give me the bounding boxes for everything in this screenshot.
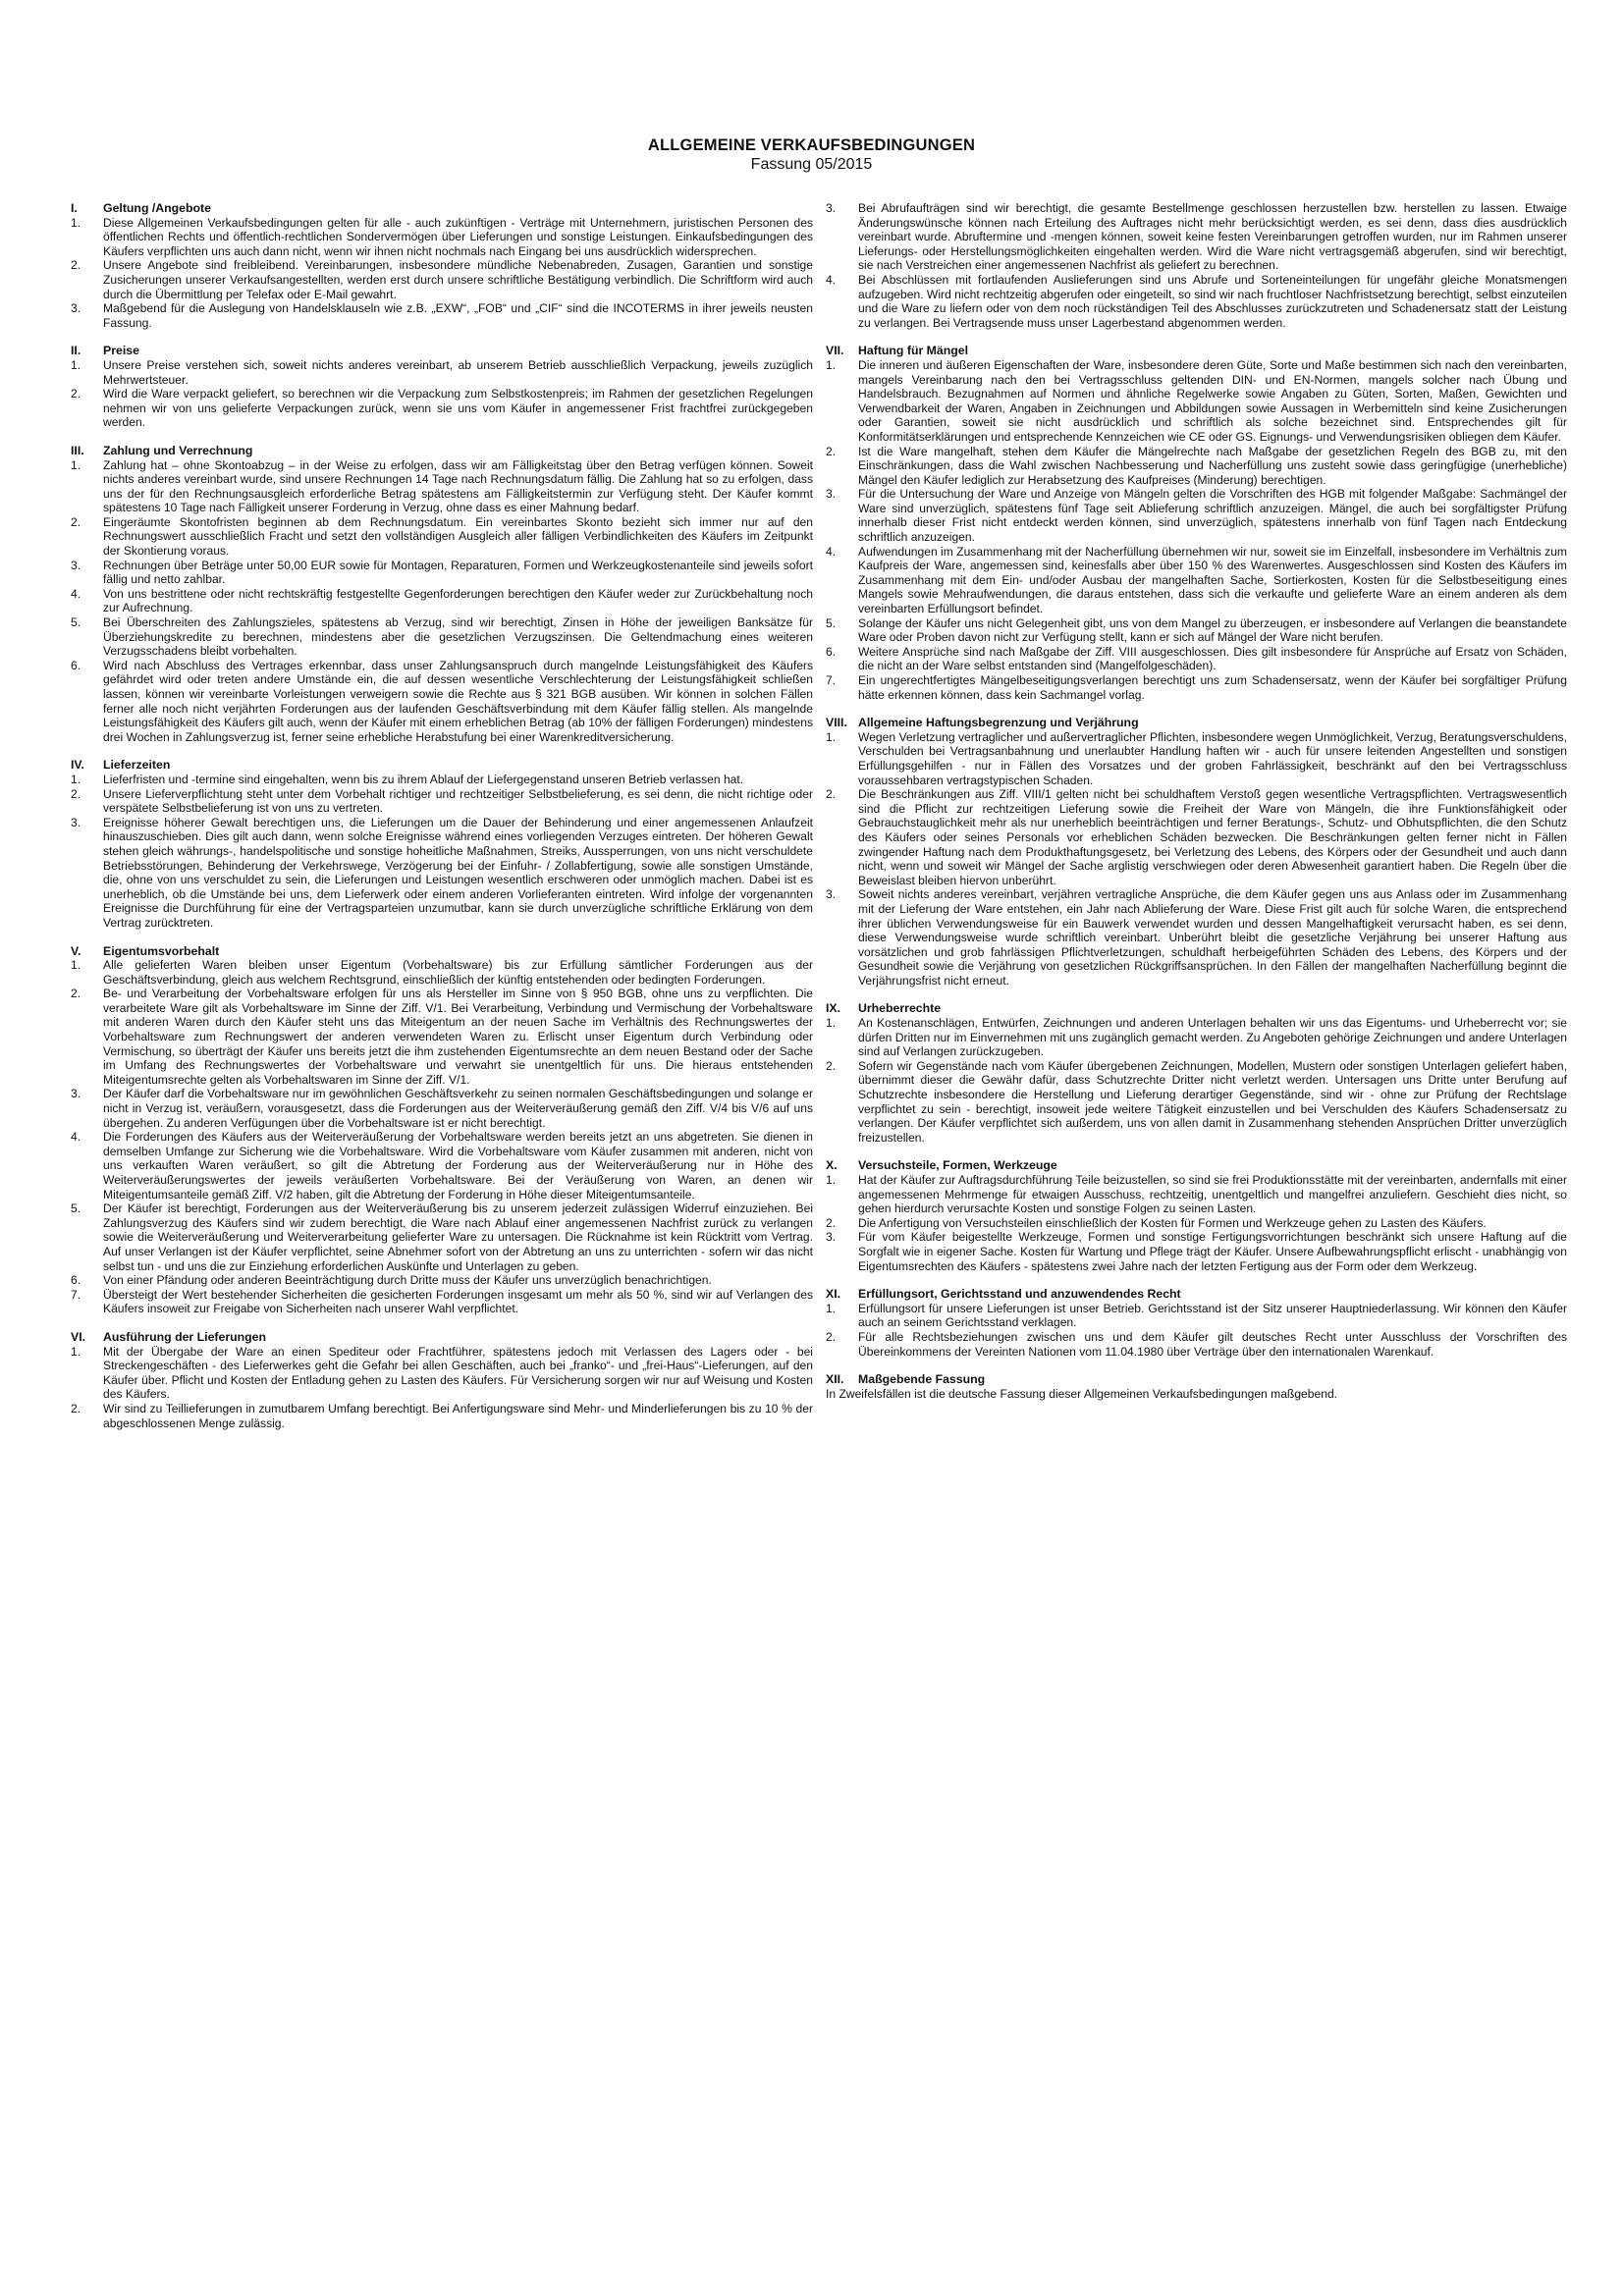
clause-text: Maßgebend für die Auslegung von Handelsklauseln wie z.B. „EXW“, „FOB“ und „CIF“ sind die INCOTERMS in ihrer jeweils neusten Fassung.: [103, 301, 813, 330]
clause: [71, 987, 813, 1087]
section-0: [71, 201, 813, 330]
clause-text: Erfüllungsort für unsere Lieferungen ist unser Betrieb. Gerichtsstand ist der Sitz unserer Hauptniederlassung. Wir können den Käufer auch an seinem Gerichtsstand verklagen.: [858, 1301, 1567, 1330]
clause-text: Bei Abrufaufträgen sind wir berechtigt, die gesamte Bestellmenge geschlossen herzustellen bzw. herstellen zu lassen. Etwaige Änderungswünsche können nach Erteilung des Auftrages nicht mehr berücksichtigt werden, es sei denn, dass dies ausdrücklich vereinbart wurde. Abruftermine und -mengen können, soweit keine festen Vereinbarungen getroffen wurden, nur im Rahmen unserer Lieferungs- oder Herstellungsmöglichkeiten eingehalten werden. Wird die Ware nicht vertragsgemäß abgerufen, sind wir berechtigt, sie nach Verstreichen einer angemessenen Nachfrist als geliefert zu berechnen.: [858, 201, 1567, 273]
clause: [826, 645, 1567, 673]
clause-number: 5.: [71, 1201, 81, 1216]
clause-text: Bei Überschreiten des Zahlungszieles, spätestens ab Verzug, sind wir berechtigt, Zinsen in Höhe der jeweiligen Banksätze für Überziehungskredite zu berechnen, mindestens aber die gesetzlichen Verzugszinsen. Die Geltendmachung eines weiteren Verzugsschadens bleibt vorbehalten.: [103, 615, 813, 659]
document-version: Fassung 05/2015: [750, 156, 873, 173]
section-number: XI.: [826, 1287, 841, 1302]
clause: [826, 201, 1567, 273]
clause-text: Wir sind zu Teillieferungen in zumutbarem Umfang berechtigt. Bei Anfertigungsware sind Mehr- und Minderlieferungen bis zu 10 % der abgeschlossenen Menge zulässig.: [103, 1401, 813, 1430]
clause: [826, 1302, 1567, 1330]
section-items: [71, 358, 813, 430]
clause: [71, 515, 813, 559]
clause-number: 4.: [826, 272, 837, 287]
clause: [71, 387, 813, 430]
clause-text: Die Beschränkungen aus Ziff. VIII/1 gelten nicht bei schuldhaftem Verstoß gegen wesentliche Vertragspflichten. Vertragswesentlich sind die Pflicht zur rechtzeitigen Lieferung sowie die Freiheit der Ware von Mängeln, die ihre Funktionsfähigkeit oder Gebrauchstauglichkeit mehr als nur unerheblich beeinträchtigen und ferner Beratungs-, Schutz- und Obhutspflichten, die den Schutz des Käufers oder seines Personals vor erheblichen Schäden bezwecken. Die Beschränkungen gelten ferner nicht in Fällen zwingender Haftung nach dem Produkthaftungsgesetz, bei Verletzung des Lebens, des Körpers oder der Gesundheit und auch dann nicht, wenn und soweit wir Mängel der Sache arglistig verschwiegen oder deren Abwesenheit garantiert haben. Die Regeln über die Beweislast bleiben hiervon unberührt.: [858, 787, 1567, 887]
clause: [71, 559, 813, 587]
clause-number: 4.: [826, 544, 837, 559]
clause-text: Lieferfristen und -termine sind eingehalten, wenn bis zu ihrem Ablauf der Liefergegenstand unseren Betrieb verlassen hat.: [103, 772, 744, 786]
clause-number: 3.: [826, 487, 837, 502]
clause-number: 1.: [71, 772, 81, 786]
clause-text: Von einer Pfändung oder anderen Beeinträchtigung durch Dritte muss der Käufer uns unverzüglich benachrichtigen.: [103, 1273, 712, 1288]
clause: [826, 887, 1567, 988]
section-items: [826, 1016, 1567, 1145]
section-heading: [71, 758, 813, 773]
clause: [71, 301, 813, 330]
clause-number: 5.: [826, 615, 837, 630]
right-column: [826, 201, 1567, 1415]
clause-text: Aufwendungen im Zusammenhang mit der Nacherfüllung übernehmen wir nur, soweit sie im Einzelfall, insbesondere im Verhältnis zum Kaufpreis der Ware, angemessen sind, keinesfalls aber über 150 % des Warenwertes. Ausgeschlossen sind Kosten des Käufers im Zusammenhang mit dem Ein- und/oder Ausbau der mangelhaften Sache, Sortierkosten, Kosten für die Selbstbeseitigung eines Mangels sowie Mehraufwendungen, die daraus entstehen, dass sich die verkaufte und gelieferte Ware an einem anderen als dem vereinbarten Erfüllungsort befindet.: [858, 544, 1567, 616]
clause-text: Bei Abschlüssen mit fortlaufenden Auslieferungen sind uns Abrufe und Sorteneinteilungen für ungefähr gleiche Monatsmengen aufzugeben. Wird nicht rechtzeitig abgerufen oder eingeteilt, so sind wir nach fruchtloser Nachfristsetzung berechtigt, selbst einzuteilen und die Ware zu liefern oder von dem noch rückständigen Teil des Abschlusses zurückzutreten und Schadenersatz statt der Leistung zu verlangen. Bei Vertragsende muss unser Lagerbestand abgenommen werden.: [858, 272, 1567, 330]
clause: [71, 816, 813, 931]
clause-number: 2.: [826, 1215, 837, 1230]
clause-number: 2.: [826, 787, 837, 802]
clause-text: Ein ungerechtfertigtes Mängelbeseitigungsverlangen berechtigt uns zum Schadensersatz, wenn der Käufer bei sorgfältiger Prüfung hätte erkennen können, dass kein Sachmangel vorlag.: [858, 673, 1567, 702]
clause-number: 2.: [826, 1058, 837, 1073]
section-items: [826, 358, 1567, 702]
clause: [826, 545, 1567, 616]
section-title: Versuchsteile, Formen, Werkzeuge: [858, 1158, 1057, 1173]
clause-number: 1.: [826, 1301, 837, 1315]
section-items: [826, 730, 1567, 988]
section-5: [71, 1330, 813, 1430]
clause: [71, 358, 813, 387]
section-9: [826, 1158, 1567, 1273]
clause-number: 3.: [71, 1087, 81, 1101]
clause: [826, 787, 1567, 887]
section-title: Zahlung und Verrechnung: [103, 443, 253, 457]
section-5-continued: [826, 201, 1567, 330]
clause-number: 3.: [71, 558, 81, 572]
clause: [71, 216, 813, 259]
section-7: [826, 716, 1567, 988]
section-number: III.: [71, 443, 84, 457]
clause-number: 1.: [826, 1173, 837, 1187]
section-2: [71, 444, 813, 744]
section-number: VII.: [826, 344, 844, 358]
section-items: [71, 958, 813, 1316]
clause-text: Wird nach Abschluss des Vertrages erkennbar, dass unser Zahlungsanspruch durch mangelnde Leistungsfähigkeit des Käufers gefährdet wird oder treten andere Umstände ein, die auf dessen wesentliche Verschlechterung der Leistungsfähigkeit schließen lassen, können wir vereinbarte Vorleistungen verweigern sowie die Rechte aus § 321 BGB ausüben. Wir können in solchen Fällen ferner alle noch nicht verjährten Forderungen aus der laufenden Geschäftsverbindung mit dem Käufer fällig stellen. Als mangelnde Leistungsfähigkeit des Käufers gilt auch, wenn der Käufer mit einem erheblichen Betrag (ab 10% der fälligen Forderungen) mindestens drei Wochen in Zahlungsverzug ist, ferner seine erhebliche Herabstufung bei einer Warenkreditversicherung.: [103, 658, 813, 744]
section-items: [826, 1173, 1567, 1273]
section-4: [71, 944, 813, 1316]
section-items: [71, 773, 813, 931]
clause-text: Unsere Angebote sind freibleibend. Vereinbarungen, insbesondere mündliche Nebenabreden, Zusagen, Garantien und sonstige Zusicherungen unserer Verkaufsangestellten, werden erst durch unsere schriftliche Bestätigung verbindlich. Die Schriftform wird auch durch die Übermittlung per Telefax oder E-Mail gewahrt.: [103, 258, 813, 301]
clause-number: 1.: [71, 457, 81, 472]
clause-number: 5.: [71, 615, 81, 630]
clause: [71, 659, 813, 745]
clause: [826, 730, 1567, 787]
clause-text: Unsere Preise verstehen sich, soweit nichts anderes vereinbart, ab unserem Betrieb ausschließlich Verpackung, jeweils zuzüglich Mehrwertsteuer.: [103, 357, 813, 387]
section-items: [71, 216, 813, 331]
section-items: [826, 201, 1567, 330]
clause-number: 6.: [826, 644, 837, 659]
clause-text: Die inneren und äußeren Eigenschaften der Ware, insbesondere deren Güte, Sorte und Maße bestimmen sich nach den vereinbarten, mangels Vereinbarung nach den bei Vertragsschluss geltenden DIN- und EN-Normen, mangels solcher nach Übung und Handelsbrauch. Bezugnahmen auf Normen und ähnliche Regelwerke sowie Angaben zu Güten, Sorten, Maßen, Gewichten und Verwendbarkeit der Waren, Angaben in Zeichnungen und Abbildungen sowie Aussagen in Werbemitteln sind keine Zusicherungen oder Garantien, soweit sie nicht ausdrücklich und schriftlich als solche bezeichnet sind. Entsprechendes gilt für Konformitätserklärungen und entsprechende Kennzeichen wie CE oder GS. Eignungs- und Verwendungsrisiken obliegen dem Käufer.: [858, 357, 1567, 444]
clause: [826, 273, 1567, 330]
clause-number: 7.: [826, 673, 837, 687]
section-title: Maßgebende Fassung: [858, 1372, 986, 1387]
section-number: VI.: [71, 1329, 86, 1344]
section-number: II.: [71, 344, 81, 358]
clause: [71, 773, 813, 787]
clause: [826, 445, 1567, 488]
clause-number: 2.: [71, 514, 81, 529]
clause-text: Eingeräumte Skontofristen beginnen ab dem Rechnungsdatum. Ein vereinbartes Skonto bezieht sich immer nur auf den Rechnungswert ausschließlich Fracht und setzt den vollständigen Ausgleich aller fälligen Verbindlichkeiten des Käufers im Zeitpunkt der Skontierung voraus.: [103, 514, 813, 559]
clause-number: 1.: [71, 958, 81, 973]
clause: [71, 787, 813, 816]
clause-number: 3.: [71, 301, 81, 316]
clause-number: 2.: [71, 387, 81, 401]
section-title: Urheberrechte: [858, 1001, 942, 1016]
clause-text: Weitere Ansprüche sind nach Maßgabe der Ziff. VIII ausgeschlossen. Dies gilt insbesondere für Ansprüche auf Ersatz von Schäden, die nicht an der Ware selbst entstanden sind (Mangelfolgeschäden).: [858, 644, 1567, 673]
clause-text: Ereignisse höherer Gewalt berechtigen uns, die Lieferungen um die Dauer der Behinderung und einer angemessenen Anlaufzeit hinauszuschieben. Dies gilt auch dann, wenn solche Ereignisse während eines vorliegenden Verzuges eintreten. Der höheren Gewalt stehen gleich währungs-, handelspolitische und sonstige hoheitliche Maßnahmen, Streiks, Aussperrungen, von uns nicht verschuldete Betriebsstörungen, Behinderung der Verkehrswege, Verzögerung bei der Einfuhr- / Zollabfertigung, sowie alle sonstigen Umstände, die, ohne von uns verschuldet zu sein, die Lieferungen und Leistungen wesentlich erschweren oder unmöglich machen. Dabei ist es unerheblich, ob die Umstände bei uns, dem Lieferwerk oder einem anderen Vorlieferanten eintreten. Wird infolge der vorgenannten Ereignisse die Durchführung für eine der Vertragsparteien unzumutbar, kann sie durch unverzügliche schriftliche Erklärung von dem Vertrag zurücktreten.: [103, 815, 813, 930]
section-8: [826, 1001, 1567, 1145]
clause-text: Diese Allgemeinen Verkaufsbedingungen gelten für alle - auch zukünftigen - Verträge mit Unternehmern, juristischen Personen des öffentlichen Rechts und öffentlich-rechtlichen Sondervermögen über Lieferungen und sonstige Leistungen. Einkaufsbedingungen des Käufers verpflichten uns auch dann nicht, wenn wir ihnen nicht nochmals nach Eingang bei uns ausdrücklich widersprechen.: [103, 215, 813, 258]
clause-number: 1.: [826, 1016, 837, 1031]
clause-number: 3.: [826, 887, 837, 902]
clause-number: 1.: [71, 215, 81, 230]
section-title: Eigentumsvorbehalt: [103, 943, 220, 958]
section-number: V.: [71, 943, 81, 958]
section-title: Ausführung der Lieferungen: [103, 1329, 267, 1344]
clause-number: 2.: [71, 258, 81, 273]
clause-text: Für vom Käufer beigestellte Werkzeuge, Formen und sonstige Fertigungsvorrichtungen beschränkt sich unsere Haftung auf die Sorgfalt wie in eigener Sache. Kosten für Wartung und Pflege trägt der Käufer. Unsere Aufbewahrungspflicht erlischt - unabhängig von Eigentumsrechten des Käufers - spätestens zwei Jahre nach der letzten Fertigung aus der Form oder dem Werkzeug.: [858, 1230, 1567, 1273]
section-heading: [71, 1330, 813, 1345]
section-3: [71, 758, 813, 930]
clause-text: Wird die Ware verpackt geliefert, so berechnen wir die Verpackung zum Selbstkostenpreis; im Rahmen der gesetzlichen Regelungen nehmen wir von uns gelieferte Verpackungen zurück, wenn sie uns vom Käufer in angemessener Frist frachtfrei zurückgegeben werden.: [103, 387, 813, 430]
clause-number: 4.: [71, 1130, 81, 1145]
clause-number: 1.: [826, 729, 837, 744]
section-number: IV.: [71, 758, 84, 773]
clause: [826, 1216, 1567, 1231]
clause-number: 3.: [71, 815, 81, 829]
clause: [71, 1087, 813, 1130]
clause: [71, 1402, 813, 1430]
section-heading: [826, 1287, 1567, 1302]
clause-text: Für alle Rechtsbeziehungen zwischen uns und dem Käufer gilt deutsches Recht unter Ausschluss der Vorschriften des Übereinkommens der Vereinten Nationen vom 11.04.1980 über Verträge über den internationalen Warenkauf.: [858, 1329, 1567, 1359]
section-title: Erfüllungsort, Gerichtsstand und anzuwendendes Recht: [858, 1287, 1181, 1302]
clause-text: Übersteigt der Wert bestehender Sicherheiten die gesicherten Forderungen insgesamt um mehr als 50 %, sind wir auf Verlangen des Käufers insoweit zur Freigabe von Sicherheiten nach unserer Wahl verpflichtet.: [103, 1287, 813, 1316]
clause-text: Für die Untersuchung der Ware und Anzeige von Mängeln gelten die Vorschriften des HGB mit folgender Maßgabe: Sachmängel der Ware sind unverzüglich, spätestens fünf Tage seit Ablieferung schriftlich anzuzeigen. Mängel, die auch bei sorgfältigster Prüfung innerhalb dieser Frist nicht entdeckt werden können, sind unverzüglich, spätestens innerhalb von fünf Tagen nach Entdeckung schriftlich anzuzeigen.: [858, 487, 1567, 545]
section-heading: [71, 944, 813, 959]
section-number: XII.: [826, 1372, 844, 1387]
clause-text: Soweit nichts anderes vereinbart, verjähren vertragliche Ansprüche, die dem Käufer gegen uns aus Anlass oder im Zusammenhang mit der Lieferung der Ware entstehen, ein Jahr nach Ablieferung der Ware. Diese Frist gilt auch für solche Waren, die entsprechend ihrer üblichen Verwendungsweise für ein Bauwerk verwendet wurden und dessen Mangelhaftigkeit verursacht haben, es sei denn, diese Verwendungsweise wurde schriftlich vereinbart. Unberührt bleibt die gesetzliche Verjährung bei unserer Haftung aus vorsätzlichen und grob fahrlässigen Pflichtverletzungen, schuldhaft herbeigeführten Schäden des Lebens, des Körpers und der Gesundheit sowie die Verjährung von gesetzlichen Rückgriffsansprüchen. In den Fällen der mangelhaften Nacherfüllung beginnt die Verjährungsfrist nicht erneut.: [858, 887, 1567, 988]
clause: [71, 958, 813, 987]
clause: [71, 1201, 813, 1273]
clause-text: Die Forderungen des Käufers aus der Weiterveräußerung der Vorbehaltsware werden bereits jetzt an uns abgetreten. Sie dienen in demselben Umfange zur Sicherung wie die Vorbehaltsware. Wird die Vorbehaltsware vom Käufer zusammen mit anderen, nicht von uns verkauften Waren veräußert, so gilt die Abtretung der Forderung aus der Weiterveräußerung nur in Höhe des Weiterveräußerungswertes der jeweils veräußerten Vorbehaltsware. Bei der Veräußerung von Waren, an denen wir Miteigentumsanteile gemäß Ziff. V/2 haben, gilt die Abtretung der Forderung in Höhe dieser Miteigentumsanteile.: [103, 1130, 813, 1201]
clause-text: Zahlung hat – ohne Skontoabzug – in der Weise zu erfolgen, dass wir am Fälligkeitstag über den Betrag verfügen können. Soweit nichts anderes vereinbart wurde, sind unsere Rechnungen 14 Tage nach Rechnungsdatum fällig. Die Zahlung hat so zu erfolgen, dass uns der für den Rechnungsausgleich erforderliche Betrag spätestens am Fälligkeitstermin zur Verfügung steht. Der Käufer kommt spätestens 10 Tage nach Fälligkeit unserer Forderung in Verzug, ohne dass es einer Mahnung bedarf.: [103, 457, 813, 515]
section-heading: [71, 344, 813, 358]
clause-text: Unsere Lieferverpflichtung steht unter dem Vorbehalt richtiger und rechtzeitiger Selbstbelieferung, es sei denn, die nicht richtige oder verspätete Selbstbelieferung ist von uns zu vertreten.: [103, 786, 813, 816]
section-title: Preise: [103, 344, 139, 358]
section-heading: [71, 444, 813, 458]
clause: [71, 1130, 813, 1201]
section-heading: [71, 201, 813, 216]
clause-text: Alle gelieferten Waren bleiben unser Eigentum (Vorbehaltsware) bis zur Erfüllung sämtlicher Forderungen aus der Geschäftsverbindung, gleich aus welchem Rechtsgrund, einschließlich der künftig entstehenden oder bedingten Forderungen.: [103, 958, 813, 987]
clause-text: Sofern wir Gegenstände nach vom Käufer übergebenen Zeichnungen, Modellen, Mustern oder sonstigen Unterlagen geliefert haben, übernimmt dieser die Gewähr dafür, dass Schutzrechte Dritter nicht verletzt werden. Untersagen uns Dritte unter Berufung auf Schutzrechte insbesondere die Herstellung und Lieferung derartiger Gegenstände, sind wir - ohne zur Prüfung der Rechtslage verpflichtet zu sein - berechtigt, insoweit jede weitere Tätigkeit einzustellen und bei Verschulden des Käufers Schadensersatz zu verlangen. Der Käufer verpflichtet sich außerdem, uns von allen damit in Zusammenhang stehenden Ansprüchen Dritter unverzüglich freizustellen.: [858, 1058, 1567, 1145]
clause: [826, 487, 1567, 544]
section-heading: [826, 716, 1567, 730]
clause: [71, 1273, 813, 1288]
clause-number: 3.: [826, 1230, 837, 1245]
clause: [826, 1016, 1567, 1059]
section-items: [71, 458, 813, 745]
clause-text: Wegen Verletzung vertraglicher und außervertraglicher Pflichten, insbesondere wegen Unmöglichkeit, Verzug, Beratungsverschuldens, Verschulden bei Vertragsanbahnung und unerlaubter Handlung haften wir - auch für unsere leitenden Angestellten und sonstigen Erfüllungsgehilfen - nur in Fällen des Vorsatzes und der groben Fahrlässigkeit, beschränkt auf den bei Vertragsschluss voraussehbaren vertragstypischen Schaden.: [858, 729, 1567, 787]
clause: [71, 1288, 813, 1316]
clause: [826, 1173, 1567, 1216]
clause-text: Be- und Verarbeitung der Vorbehaltsware erfolgen für uns als Hersteller im Sinne von § 950 BGB, ohne uns zu verpflichten. Die verarbeitete Ware gilt als Vorbehaltsware im Sinne der Ziff. V/1. Bei Verarbeitung, Verbindung und Vermischung der Vorbehaltsware mit anderen Waren durch den Käufer steht uns das Miteigentum an der neuen Sache im Verhältnis des Rechnungswertes der Vorbehaltsware zum Rechnungswert der anderen verwendeten Waren zu. Erlischt unser Eigentum durch Verbindung oder Vermischung, so überträgt der Käufer uns bereits jetzt die ihm zustehenden Eigentumsrechte an dem neuen Bestand oder der Sache im Umfang des Rechnungswertes der Vorbehaltsware und verwahrt sie unentgeltlich für uns. Die hieraus entstehenden Miteigentumsrechte gelten als Vorbehaltswaren im Sinne der Ziff. V/1.: [103, 987, 813, 1087]
section-6: [826, 344, 1567, 702]
clause-text: Solange der Käufer uns nicht Gelegenheit gibt, uns von dem Mangel zu überzeugen, er insbesondere auf Verlangen die beanstandete Ware oder Proben davon nicht zur Verfügung stellt, kann er sich auf Mängel der Ware nicht berufen.: [858, 615, 1567, 645]
section-text: In Zweifelsfällen ist die deutsche Fassung dieser Allgemeinen Verkaufsbedingungen maßgebend.: [826, 1386, 1338, 1401]
clause: [71, 1345, 813, 1402]
section-title: Allgemeine Haftungsbegrenzung und Verjährung: [858, 716, 1139, 730]
section-number: VIII.: [826, 716, 847, 730]
clause-number: 3.: [826, 201, 837, 215]
section-items: [826, 1302, 1567, 1359]
section-heading: [826, 1158, 1567, 1173]
clause-number: 2.: [826, 1329, 837, 1344]
clause: [71, 615, 813, 659]
left-column: [71, 201, 813, 1444]
clause-number: 6.: [71, 658, 81, 672]
document-title: ALLGEMEINE VERKAUFSBEDINGUNGEN: [647, 136, 976, 154]
section-items: [71, 1345, 813, 1431]
clause: [826, 1059, 1567, 1146]
clause-text: Der Käufer darf die Vorbehaltsware nur im gewöhnlichen Geschäftsverkehr zu seinen normalen Geschäftsbedingungen und solange er nicht in Verzug ist, veräußern, vorausgesetzt, dass die Forderungen aus der Weiterveräußerung gemäß den Ziff. V/4 bis V/6 auf uns übergehen. Zu anderen Verfügungen über die Vorbehaltsware ist er nicht berechtigt.: [103, 1087, 813, 1130]
section-1: [71, 344, 813, 430]
clause: [71, 458, 813, 515]
section-heading: [826, 344, 1567, 358]
section-heading: [826, 1372, 1567, 1387]
section-number: X.: [826, 1158, 838, 1173]
section-title: Lieferzeiten: [103, 758, 171, 773]
clause-number: 2.: [71, 1401, 81, 1415]
clause-number: 1.: [826, 357, 837, 372]
clause-number: 7.: [71, 1287, 81, 1302]
clause: [826, 1330, 1567, 1359]
clause: [826, 358, 1567, 445]
clause: [71, 258, 813, 301]
clause-number: 2.: [71, 987, 81, 1001]
section-10: [826, 1287, 1567, 1359]
clause-text: Der Käufer ist berechtigt, Forderungen aus der Weiterveräußerung bis zu unserem jederzeit zulässigen Widerruf einzuziehen. Bei Zahlungsverzug des Käufers sind wir zudem berechtigt, die Ware nach Ablauf einer angemessenen Nachfrist zurück zu verlangen sowie die Weiterveräußerung und Weiterverarbeitung gelieferter Ware zu untersagen. Die Rücknahme ist kein Rücktritt vom Vertrag. Auf unser Verlangen ist der Käufer verpflichtet, seine Abnehmer sofort von der Abtretung an uns zu unterrichten - sofern wir das nicht selbst tun - und uns die zur Einziehung erforderlichen Auskünfte und Unterlagen zu geben.: [103, 1201, 813, 1273]
clause: [826, 616, 1567, 645]
clause-number: 2.: [826, 444, 837, 458]
clause-number: 4.: [71, 586, 81, 601]
clause: [826, 673, 1567, 702]
section-title: Geltung /Angebote: [103, 201, 211, 215]
clause-text: Ist die Ware mangelhaft, stehen dem Käufer die Mängelrechte nach Maßgabe der gesetzlichen Regeln des BGB zu, mit den Einschränkungen, dass die Wahl zwischen Nachbesserung und Nacherfüllung uns zusteht sowie dass geringfügige (unerhebliche) Mängel den Käufer lediglich zur Herabsetzung des Kaufpreises (Minderung) berechtigen.: [858, 444, 1567, 487]
clause-number: 1.: [71, 357, 81, 372]
section-11: [826, 1372, 1567, 1401]
clause: [826, 1230, 1567, 1273]
clause-number: 6.: [71, 1273, 81, 1288]
section-number: I.: [71, 201, 78, 215]
section-number: IX.: [826, 1001, 841, 1016]
clause-text: An Kostenanschlägen, Entwürfen, Zeichnungen und anderen Unterlagen behalten wir uns das Eigentums- und Urheberrecht vor; sie dürfen Dritten nur im Einvernehmen mit uns zugänglich gemacht werden. Zu Angeboten gehörige Zeichnungen und andere Unterlagen sind auf Verlangen zurückzugeben.: [858, 1016, 1567, 1059]
clause-number: 1.: [71, 1344, 81, 1359]
section-title: Haftung für Mängel: [858, 344, 969, 358]
clause-text: Rechnungen über Beträge unter 50,00 EUR sowie für Montagen, Reparaturen, Formen und Werkzeugkostenanteile sind jeweils sofort fällig und netto zahlbar.: [103, 558, 813, 587]
clause: [71, 587, 813, 615]
section-heading: [826, 1001, 1567, 1016]
clause-text: Hat der Käufer zur Auftragsdurchführung Teile beizustellen, so sind sie frei Produktionsstätte mit der vereinbarten, andernfalls mit einer angemessenen Mehrmenge für etwaigen Ausschuss, rechtzeitig, unentgeltlich und mangelfrei anzuliefern. Geschieht dies nicht, so gehen hierdurch verursachte Kosten und sonstige Folgen zu seinen Lasten.: [858, 1173, 1567, 1216]
clause-text: Mit der Übergabe der Ware an einen Spediteur oder Frachtführer, spätestens jedoch mit Verlassen des Lagers oder - bei Streckengeschäften - des Lieferwerkes geht die Gefahr bei allen Geschäften, auch bei „franko“- und „frei-Haus“-Lieferungen, auf den Käufer über. Pflicht und Kosten der Entladung gehen zu Lasten des Käufers. Für Versicherung sorgen wir nur auf Weisung und Kosten des Käufers.: [103, 1344, 813, 1402]
clause-text: Von uns bestrittene oder nicht rechtskräftig festgestellte Gegenforderungen berechtigen den Käufer weder zur Zurückbehaltung noch zur Aufrechnung.: [103, 586, 813, 615]
document-header: [0, 135, 1623, 174]
clause-text: Die Anfertigung von Versuchsteilen einschließlich der Kosten für Formen und Werkzeuge gehen zu Lasten des Käufers.: [858, 1215, 1487, 1230]
clause-number: 2.: [71, 786, 81, 801]
